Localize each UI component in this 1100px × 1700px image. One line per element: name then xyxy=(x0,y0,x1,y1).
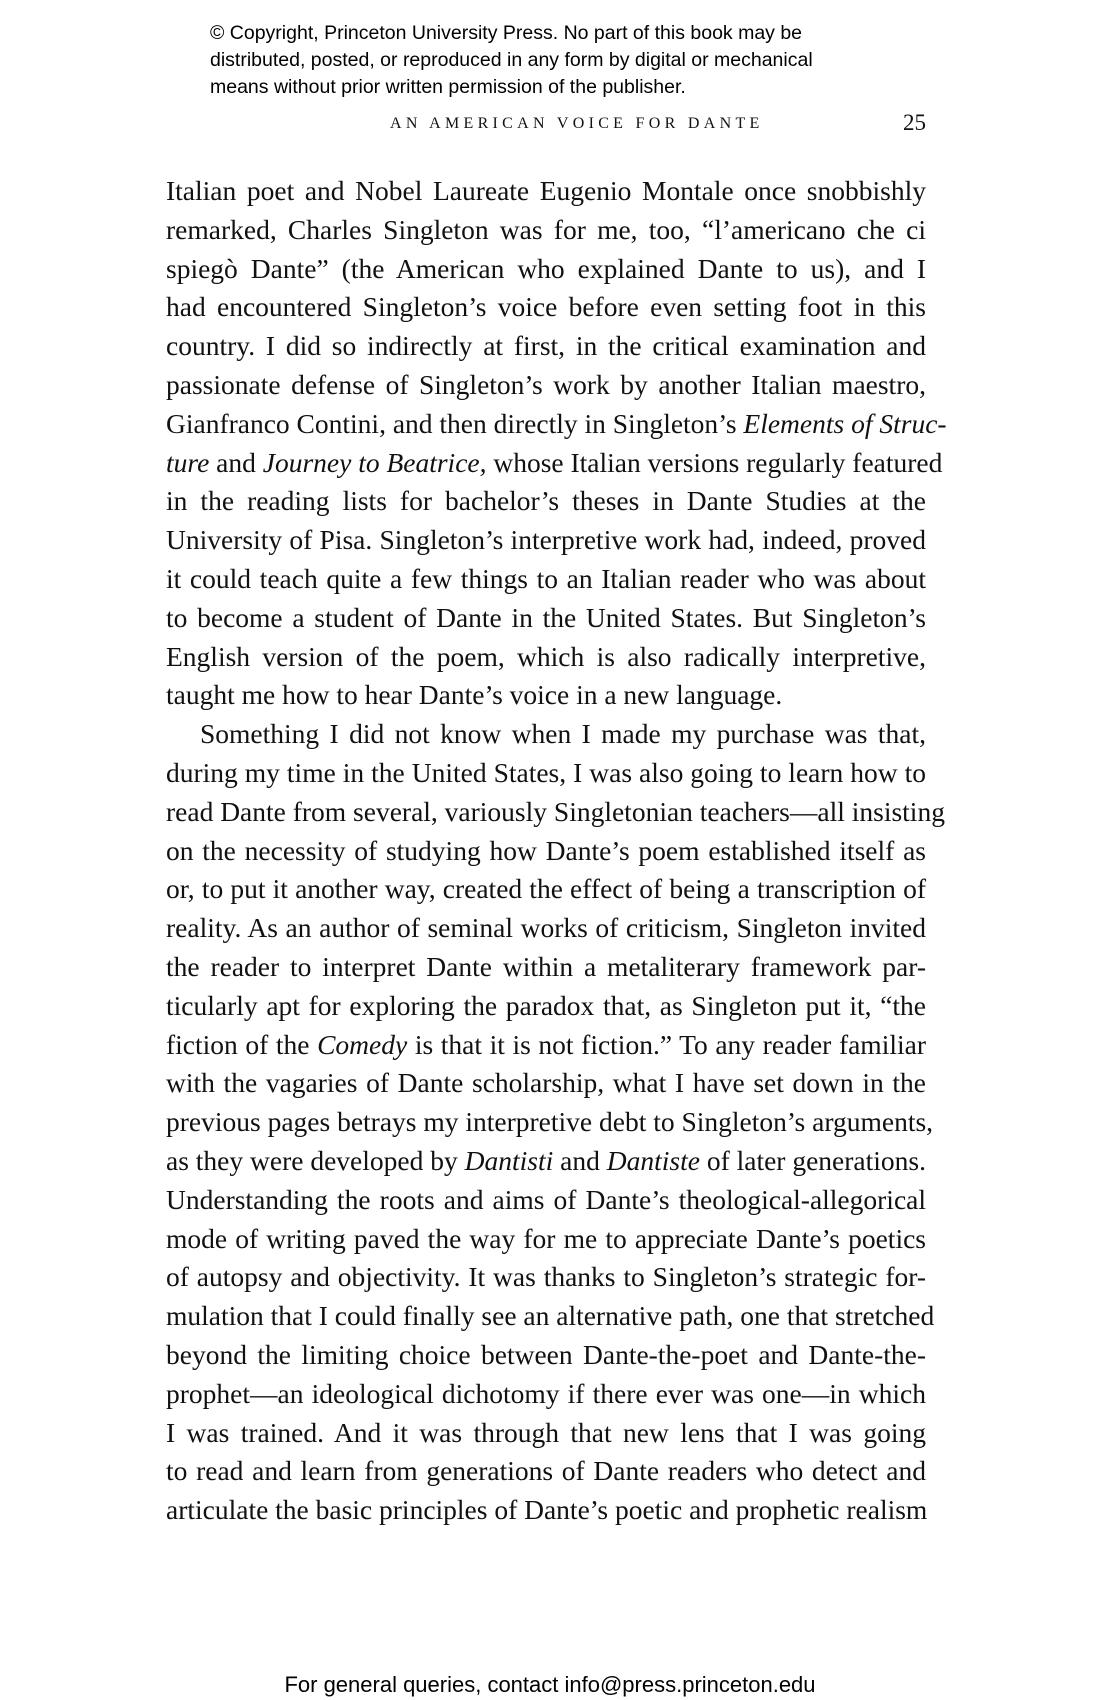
book-title-italic: Journey to Beatrice, xyxy=(262,446,487,478)
text-line: had encountered Singleton’s voice before even setting foot in this xyxy=(166,291,926,323)
text-line: of autopsy and objectivity. It was thanks to Singleton’s strategic for- xyxy=(166,1261,926,1293)
text-line: read Dante from several, variously Singletonian teachers—all insisting xyxy=(166,795,945,827)
text-line: spiegò Dante” (the American who explained Dante to us), and I xyxy=(166,252,926,284)
italic-term: Dantisti xyxy=(464,1144,554,1176)
text-line: prophet—an ideological dichotomy if there ever was one—in which xyxy=(166,1377,926,1409)
text-line: with the vagaries of Dante scholarship, what I have set down in the xyxy=(166,1067,926,1099)
text-line: Italian poet and Nobel Laureate Eugenio Montale once snobbishly xyxy=(166,175,926,206)
text-line: country. I did so indirectly at first, in the critical examination and xyxy=(166,330,926,362)
page-number: 25 xyxy=(903,110,926,135)
text-line: it could teach quite a few things to an Italian reader who was about xyxy=(166,562,926,594)
text-line: Understanding the roots and aims of Dante’s theological-allegorical xyxy=(166,1183,926,1215)
text-line: the reader to interpret Dante within a metaliterary framework par- xyxy=(166,950,926,982)
body-text xyxy=(166,172,947,1530)
text-line: mulation that I could finally see an alternative path, one that stretched xyxy=(166,1300,935,1332)
copyright-line: distributed, posted, or reproduced in any form by digital or mechanical xyxy=(210,49,813,71)
text-line: to become a student of Dante in the United States. But Singleton’s xyxy=(166,601,926,633)
copyright-line: © Copyright, Princeton University Press. No part of this book may be xyxy=(210,22,803,44)
text-line: in the reading lists for bachelor’s theses in Dante Studies at the xyxy=(166,485,926,517)
text-line: passionate defense of Singleton’s work by another Italian maestro, xyxy=(166,368,926,400)
text-line: taught me how to hear Dante’s voice in a new language. xyxy=(166,679,783,711)
text-line: previous pages betrays my interpretive debt to Singleton’s arguments, xyxy=(166,1106,934,1138)
book-title-italic: ture xyxy=(166,446,210,478)
copyright-notice xyxy=(210,20,970,101)
text-line: on the necessity of studying how Dante’s poem established itself as xyxy=(166,834,926,866)
text-line: or, to put it another way, created the effect of being a transcription of xyxy=(166,873,926,905)
text-line: remarked, Charles Singleton was for me, too, “l’americano che ci xyxy=(166,213,926,245)
text-line: during my time in the United States, I was also going to learn how to xyxy=(166,756,926,788)
text-line: fiction of the Comedy is that it is not fiction.” To any reader familiar xyxy=(166,1028,926,1060)
running-head xyxy=(390,111,764,134)
text-line: University of Pisa. Singleton’s interpretive work had, indeed, proved xyxy=(166,524,926,556)
running-head-title: AN AMERICAN VOICE FOR DANTE xyxy=(390,115,764,132)
text-line: Gianfranco Contini, and then directly in Singleton’s Elements of Struc- xyxy=(166,407,947,439)
text-line: mode of writing paved the way for me to appreciate Dante’s poetics xyxy=(166,1222,926,1254)
text-line: to read and learn from generations of Dante readers who detect and xyxy=(166,1455,926,1487)
text-line: beyond the limiting choice between Dante-the-poet and Dante-the- xyxy=(166,1338,926,1370)
book-title-italic: Elements of Struc- xyxy=(743,407,947,439)
text-line: Something I did not know when I made my purchase was that, xyxy=(200,718,926,750)
text-line: ture and Journey to Beatrice, whose Italian versions regularly featured xyxy=(166,446,943,478)
italic-term: Dantiste xyxy=(606,1144,700,1176)
text-line: English version of the poem, which is also radically interpretive, xyxy=(166,640,926,672)
text-line: reality. As an author of seminal works of criticism, Singleton invited xyxy=(166,912,926,944)
text-line: ticularly apt for exploring the paradox that, as Singleton put it, “the xyxy=(166,989,926,1021)
text-line: articulate the basic principles of Dante’s poetic and prophetic realism xyxy=(166,1494,928,1526)
text-line: I was trained. And it was through that new lens that I was going xyxy=(166,1416,926,1448)
copyright-line: means without prior written permission of the publisher. xyxy=(210,76,686,98)
text-line: as they were developed by Dantisti and Dantiste of later generations. xyxy=(166,1144,926,1176)
footer-contact: For general queries, contact info@press.princeton.edu xyxy=(284,1672,816,1697)
book-title-italic: Comedy xyxy=(317,1028,408,1060)
